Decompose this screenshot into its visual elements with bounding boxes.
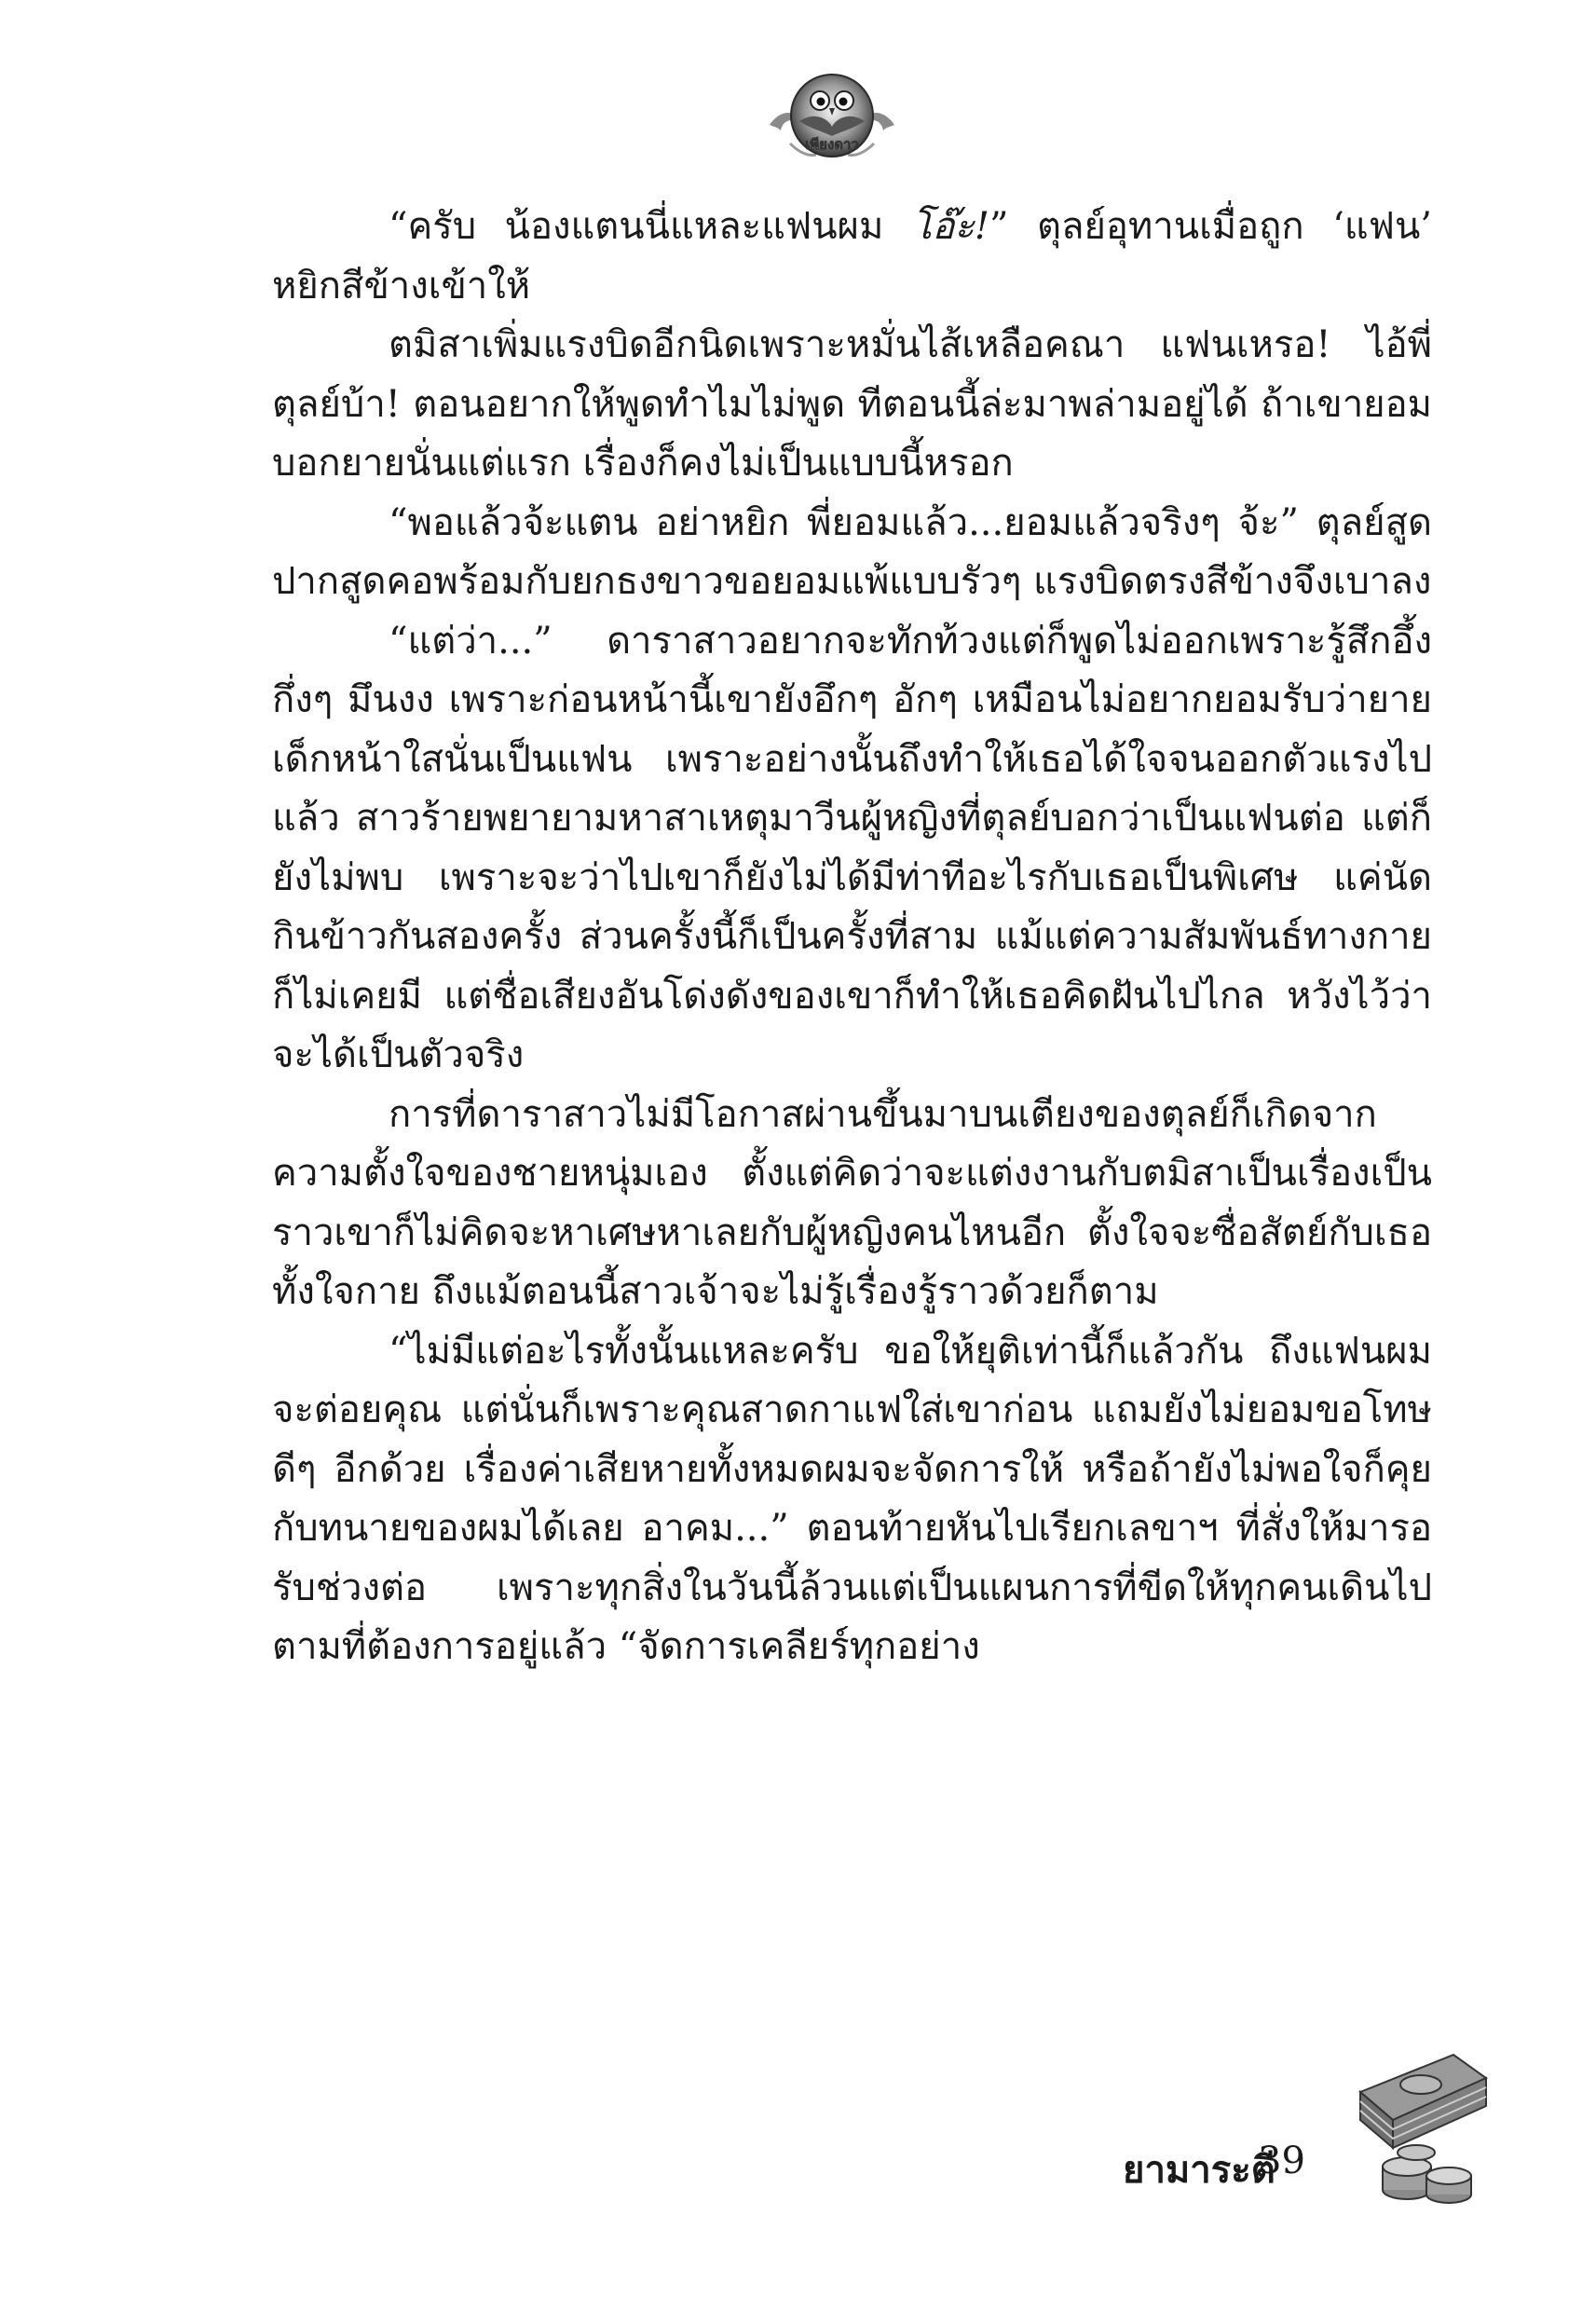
money-stack-coins-icon <box>1351 2036 1491 2213</box>
body-text <box>272 198 1432 1677</box>
page-number: 39 <box>1258 2140 1305 2182</box>
paragraph-5: การที่ดาราสาวไม่มีโอกาสผ่านขึ้นมาบนเตียงของตุลย์ก็เกิดจากความตั้งใจของชายหนุ่มเอง ตั้งแต่คิดว่าจะแต่งงานกับตมิสาเป็นเรื่องเป็นราวเขาก็ไม่คิดจะหาเศษหาเลยกับผู้หญิงคนไหนอีก ตั้งใจจะซื่อสัตย์กับเธอทั้งใจกาย ถึงแม้ตอนนี้สาวเจ้าจะไม่รู้เรื่องรู้ราวด้วยก็ตาม <box>272 1092 1432 1313</box>
paragraph-1-italic: โอ๊ะ! <box>911 205 989 248</box>
paragraph-1 <box>272 198 1432 316</box>
ornamental-owl-emblem-icon <box>762 52 902 183</box>
paragraph-4: “แต่ว่า...” ดาราสาวอยากจะทักท้วงแต่ก็พูดไม่ออกเพราะรู้สึกอึ้งกึ่งๆ มึนงง เพราะก่อนหน้านี้เขายังอึกๆ อักๆ เหมือนไม่อยากยอมรับว่ายายเด็กหน้าใสนั่นเป็นแฟน เพราะอย่างนั้นถึงทำให้เธอได้ใจจนออกตัวแรงไปแล้ว สาวร้ายพยายามหาสาเหตุมาวีนผู้หญิงที่ตุลย์บอกว่าเป็นแฟนต่อ แต่ก็ยังไม่พบ เพราะจะว่าไปเขาก็ยังไม่ได้มีท่าทีอะไรกับเธอเป็นพิเศษ แค่นัดกินข้าวกันสองครั้ง ส่วนครั้งนี้ก็เป็นครั้งที่สาม แม้แต่ความสัมพันธ์ทางกายก็ไม่เคยมี แต่ชื่อเสียงอันโด่งดังของเขาก็ทำให้เธอคิดฝันไปไกล หวังไว้ว่าจะได้เป็นตัวจริง <box>272 619 1432 1076</box>
emblem-text: เพียงดาว <box>805 136 859 153</box>
paragraph-3: “พอแล้วจ้ะแตน อย่าหยิก พี่ยอมแล้ว...ยอมแล้วจริงๆ จ้ะ” ตุลย์สูดปากสูดคอพร้อมกับยกธงขาวขอยอมแพ้แบบรัวๆ แรงบิดตรงสีข้างจึงเบาลง <box>272 500 1432 603</box>
paragraph-2: ตมิสาเพิ่มแรงบิดอีกนิดเพราะหมั่นไส้เหลือคณา แฟนเหรอ! ไอ้พี่ตุลย์บ้า! ตอนอยากให้พูดทำไมไม่พูด ทีตอนนี้ล่ะมาพล่ามอยู่ได้ ถ้าเขายอมบอกยายนั่นแต่แรก เรื่องก็คงไม่เป็นแบบนี้หรอก <box>272 323 1432 485</box>
paragraph-1-end: ” ตุลย์อุทานเมื่อถูก ‘แฟน’ หยิกสีข้างเข้าให้ <box>272 205 1433 308</box>
paragraph-1-start: “ครับ น้องแตนนี่แหละแฟนผม <box>389 205 912 248</box>
book-title: ยามาระตี <box>1123 2148 1275 2192</box>
paragraph-6: “ไม่มีแต่อะไรทั้งนั้นแหละครับ ขอให้ยุติเท่านี้ก็แล้วกัน ถึงแฟนผมจะต่อยคุณ แต่นั่นก็เพราะคุณสาดกาแฟใส่เขาก่อน แถมยังไม่ยอมขอโทษดีๆ อีกด้วย เรื่องค่าเสียหายทั้งหมดผมจะจัดการให้ หรือถ้ายังไม่พอใจก็คุยกับทนายของผมได้เลย อาคม...” ตอนท้ายหันไปเรียกเลขาฯ ที่สั่งให้มารอรับช่วงต่อ เพราะทุกสิ่งในวันนี้ล้วนแต่เป็นแผนการที่ขีดให้ทุกคนเดินไปตามที่ต้องการอยู่แล้ว “จัดการเคลียร์ทุกอย่าง <box>272 1329 1432 1668</box>
